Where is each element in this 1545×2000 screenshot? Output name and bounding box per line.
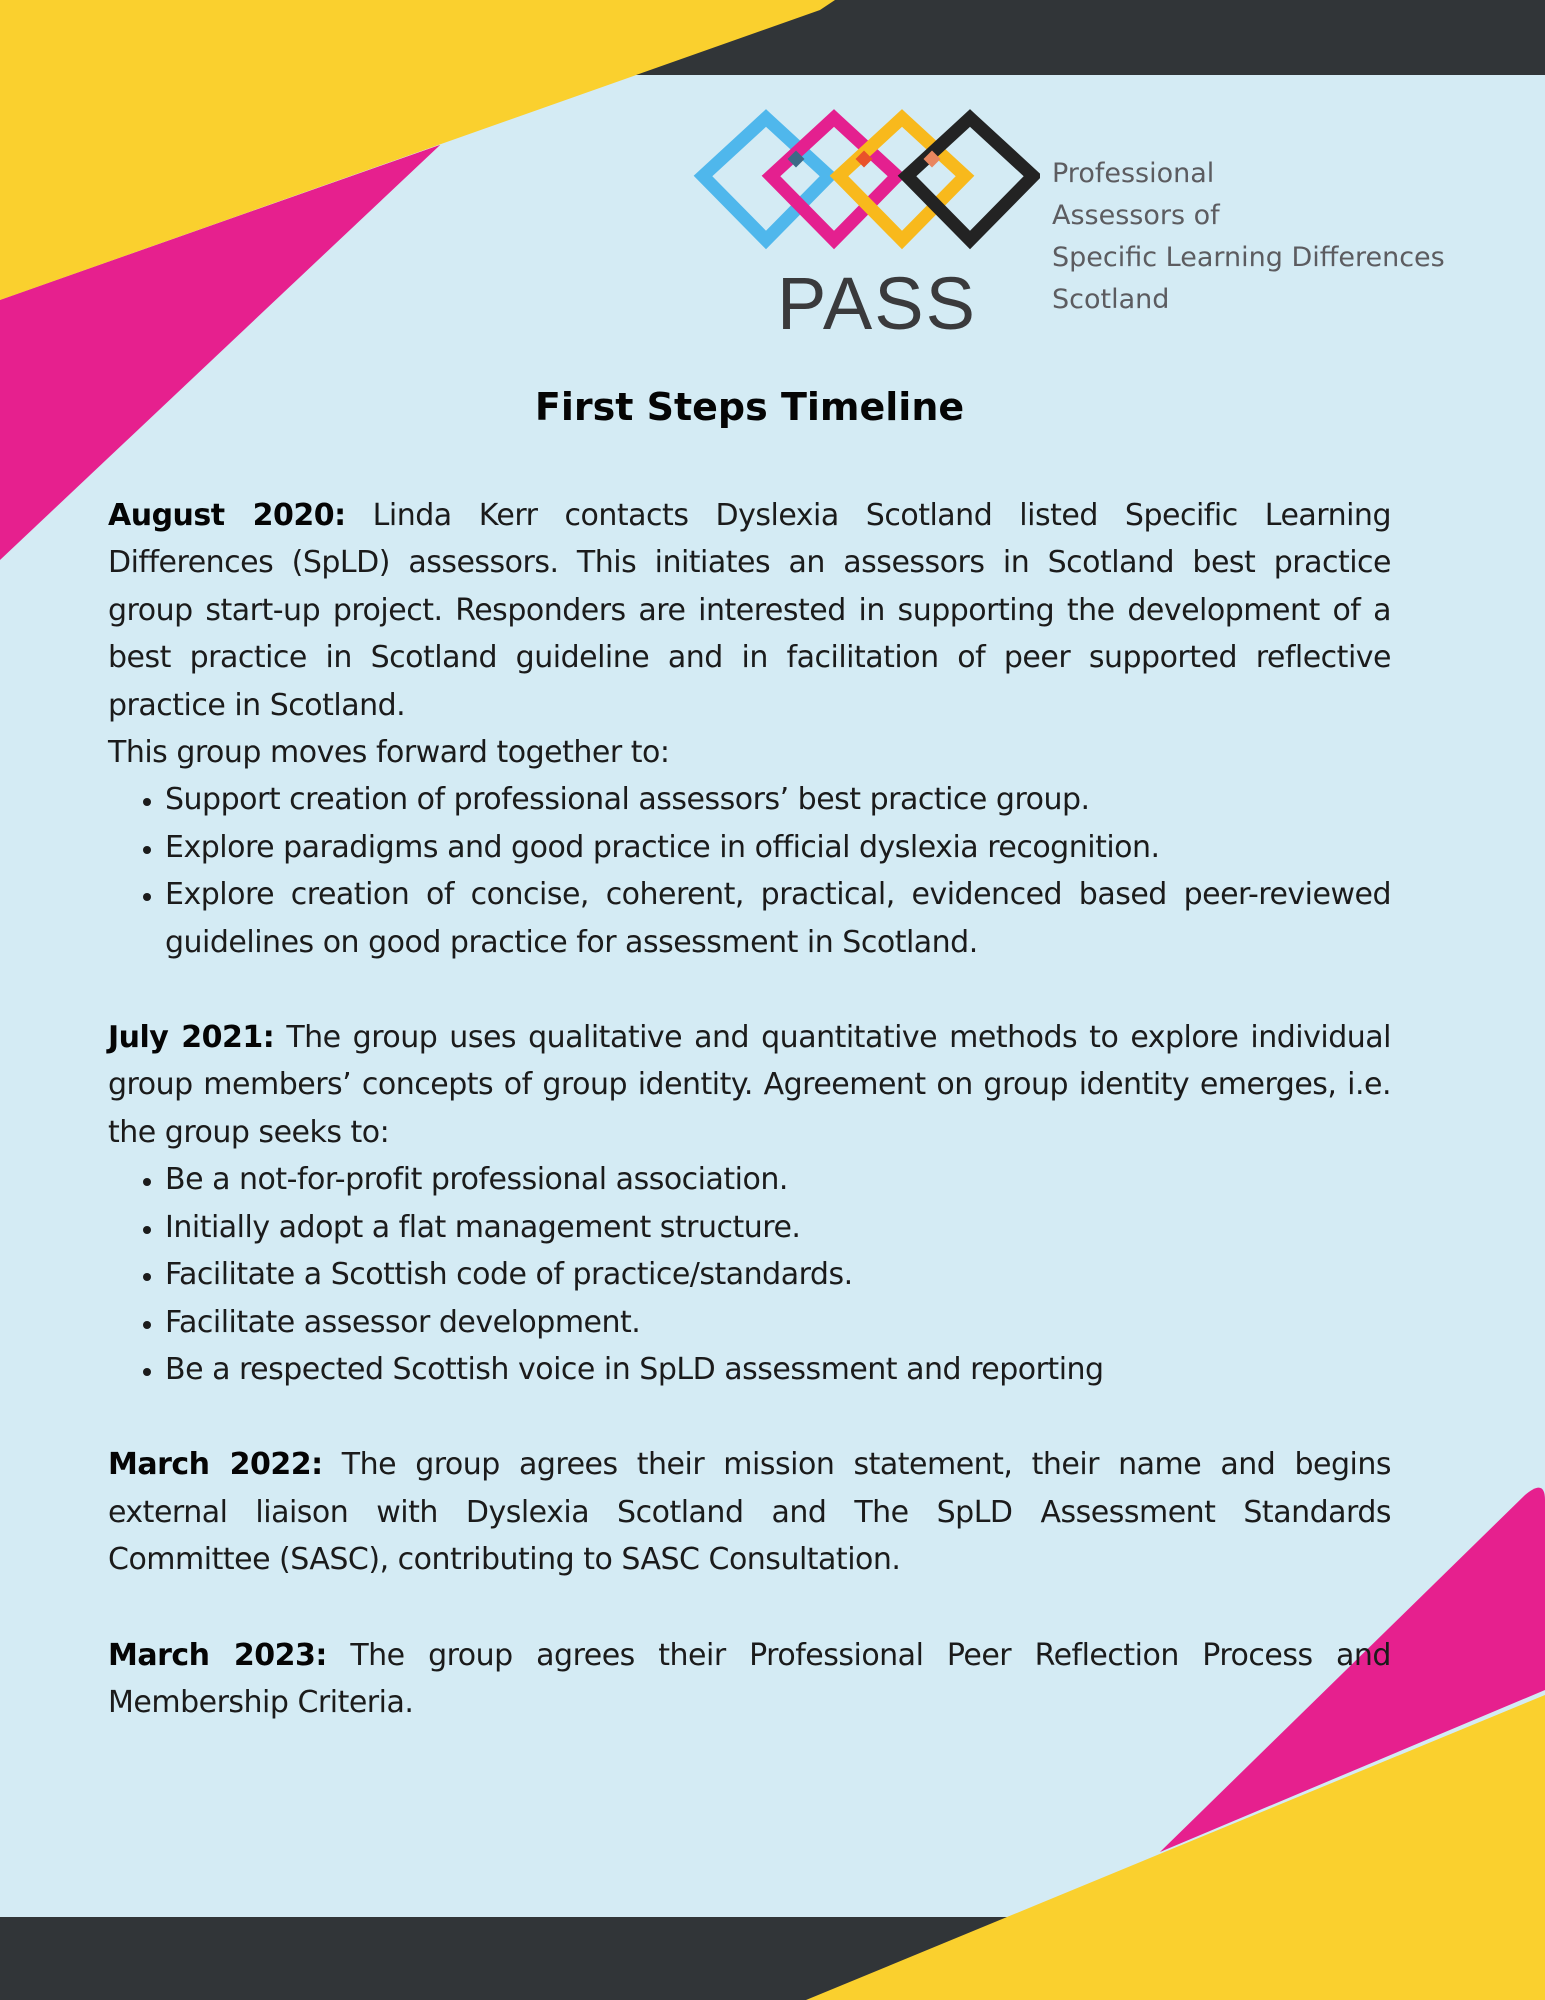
entry-text: Linda Kerr contacts Dyslexia Scotland listed Specific Learning Differences (SpLD) assessors. This initiates an assessors in Scotland best practice group start-up project. Responders are interested in supporting the development of a best practice in Scotland guideline and in facilitation of peer supported reflective practice in Scotland.: [108, 498, 1391, 723]
pass-logo: [690, 105, 1490, 355]
list-item: • Be a respected Scottish voice in SpLD assessment and reporting: [165, 1346, 1391, 1393]
interlocking-diamonds-icon: [690, 105, 1040, 255]
entry-date: August 2020:: [108, 498, 346, 533]
timeline-entry-march-2022: [108, 1441, 1391, 1583]
list-item: • Explore paradigms and good practice in official dyslexia recognition.: [165, 824, 1391, 871]
list-item: • Facilitate assessor development.: [165, 1299, 1391, 1346]
entry-paragraph: [108, 1632, 1391, 1727]
entry-paragraph: [108, 492, 1391, 729]
timeline-entry-july-2021: [108, 1014, 1391, 1393]
timeline: [108, 492, 1391, 1774]
entry-paragraph: [108, 1014, 1391, 1156]
timeline-entry-march-2023: [108, 1632, 1391, 1727]
entry-date: March 2023:: [108, 1637, 327, 1673]
list-item: • Explore creation of concise, coherent, practical, evidenced based peer-reviewed guidelines on good practice for assessment in Scotland.: [165, 871, 1391, 966]
list-item: • Be a not-for-profit professional association.: [165, 1156, 1391, 1203]
logo-description-line: Specific Learning Differences: [1052, 242, 1445, 273]
entry-bullet-list: [108, 1156, 1391, 1393]
entry-text: The group agrees their mission statement, their name and begins external liaison with Dyslexia Scotland and The SpLD Assessment Standards Committee (SASC), contributing to SASC Consultation.: [108, 1447, 1391, 1578]
list-item: • Support creation of professional assessors’ best practice group.: [165, 776, 1391, 823]
list-item: • Initially adopt a flat management structure.: [165, 1204, 1391, 1251]
page-title: First Steps Timeline: [534, 385, 965, 429]
entry-text: The group uses qualitative and quantitative methods to explore individual group members’ concepts of group identity. Agreement on group identity emerges, i.e. the group seeks to:: [108, 1020, 1391, 1150]
logo-acronym: PASS: [777, 262, 977, 345]
logo-description-line: Scotland: [1052, 284, 1170, 315]
list-item: • Facilitate a Scottish code of practice/standards.: [165, 1251, 1391, 1298]
entry-date: July 2021:: [108, 1020, 275, 1056]
entry-date: March 2022:: [108, 1447, 323, 1483]
timeline-entry-august-2020: [108, 492, 1391, 966]
entry-bullet-list: [108, 776, 1391, 966]
logo-description-line: Assessors of: [1052, 200, 1220, 231]
entry-lead: This group moves forward together to:: [108, 735, 670, 771]
logo-description-line: Professional: [1052, 158, 1215, 189]
entry-paragraph: [108, 1441, 1391, 1583]
entry-text: The group agrees their Professional Peer Reflection Process and Membership Criteria.: [108, 1637, 1391, 1720]
logo-description: [1052, 153, 1482, 321]
